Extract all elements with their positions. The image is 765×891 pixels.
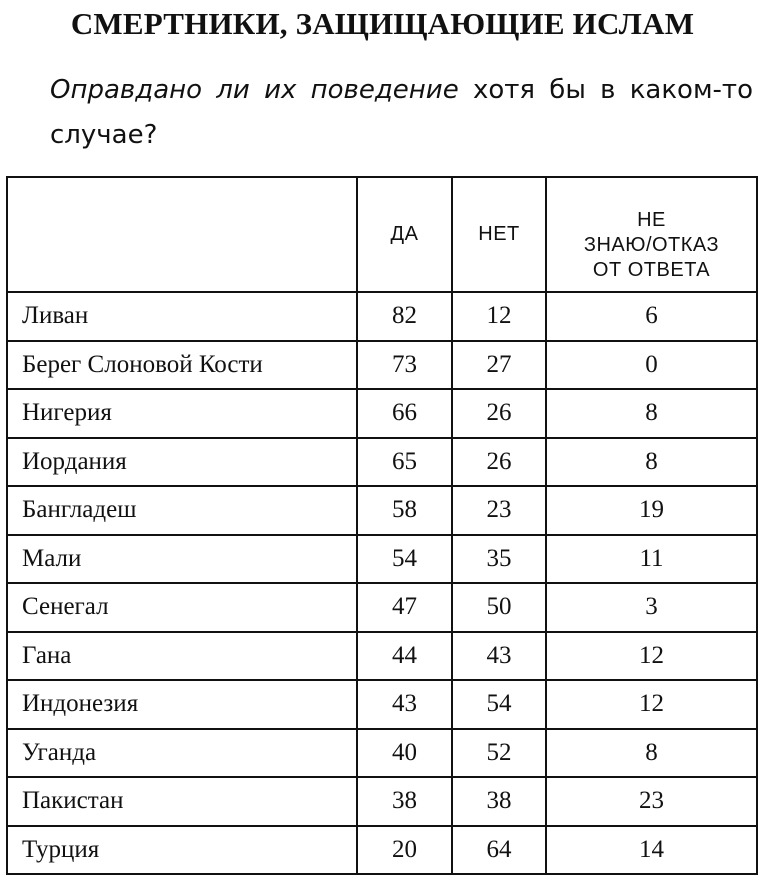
header-no: НЕТ xyxy=(452,177,546,292)
header-dont-know: НЕ ЗНАЮ/ОТКАЗ ОТ ОТВЕТА xyxy=(546,177,757,292)
no-cell: 38 xyxy=(452,777,546,826)
yes-cell: 66 xyxy=(357,389,452,438)
table-row xyxy=(7,389,757,438)
no-cell: 12 xyxy=(452,292,546,341)
yes-cell: 43 xyxy=(357,680,452,729)
yes-cell: 58 xyxy=(357,486,452,535)
country-cell: Берег Слоновой Кости xyxy=(7,341,357,390)
country-cell: Сенегал xyxy=(7,583,357,632)
table-row xyxy=(7,729,757,778)
table-row xyxy=(7,292,757,341)
no-cell: 52 xyxy=(452,729,546,778)
yes-cell: 20 xyxy=(357,826,452,875)
country-cell: Бангладеш xyxy=(7,486,357,535)
country-cell: Нигерия xyxy=(7,389,357,438)
table-row xyxy=(7,826,757,875)
table-body xyxy=(7,292,757,874)
country-cell: Уганда xyxy=(7,729,357,778)
country-cell: Мали xyxy=(7,535,357,584)
no-cell: 26 xyxy=(452,389,546,438)
survey-question xyxy=(50,68,753,158)
no-cell: 54 xyxy=(452,680,546,729)
table-row xyxy=(7,438,757,487)
dont-know-cell: 12 xyxy=(546,632,757,681)
dont-know-cell: 6 xyxy=(546,292,757,341)
question-regular-part: хотя бы в каком-то случае? xyxy=(50,75,753,150)
question-italic-part: Оправдано ли их поведение xyxy=(50,75,459,105)
yes-cell: 47 xyxy=(357,583,452,632)
yes-cell: 44 xyxy=(357,632,452,681)
country-cell: Ливан xyxy=(7,292,357,341)
no-cell: 43 xyxy=(452,632,546,681)
country-cell: Гана xyxy=(7,632,357,681)
country-cell: Индонезия xyxy=(7,680,357,729)
table-row xyxy=(7,583,757,632)
table-row xyxy=(7,680,757,729)
dont-know-cell: 23 xyxy=(546,777,757,826)
no-cell: 26 xyxy=(452,438,546,487)
country-cell: Иордания xyxy=(7,438,357,487)
dont-know-cell: 19 xyxy=(546,486,757,535)
dont-know-cell: 0 xyxy=(546,341,757,390)
table-row xyxy=(7,777,757,826)
yes-cell: 82 xyxy=(357,292,452,341)
dont-know-cell: 11 xyxy=(546,535,757,584)
table-row xyxy=(7,486,757,535)
dont-know-cell: 14 xyxy=(546,826,757,875)
yes-cell: 73 xyxy=(357,341,452,390)
no-cell: 27 xyxy=(452,341,546,390)
country-cell: Пакистан xyxy=(7,777,357,826)
yes-cell: 54 xyxy=(357,535,452,584)
yes-cell: 65 xyxy=(357,438,452,487)
header-yes: ДА xyxy=(357,177,452,292)
no-cell: 64 xyxy=(452,826,546,875)
dont-know-cell: 8 xyxy=(546,729,757,778)
results-table xyxy=(6,176,758,875)
table-header-row xyxy=(7,177,757,292)
yes-cell: 38 xyxy=(357,777,452,826)
page-title: СМЕРТНИКИ, ЗАЩИЩАЮЩИЕ ИСЛАМ xyxy=(70,6,695,41)
table-row xyxy=(7,535,757,584)
no-cell: 50 xyxy=(452,583,546,632)
dont-know-cell: 8 xyxy=(546,389,757,438)
no-cell: 23 xyxy=(452,486,546,535)
yes-cell: 40 xyxy=(357,729,452,778)
country-cell: Турция xyxy=(7,826,357,875)
dont-know-cell: 3 xyxy=(546,583,757,632)
dont-know-cell: 8 xyxy=(546,438,757,487)
table-row xyxy=(7,632,757,681)
dont-know-cell: 12 xyxy=(546,680,757,729)
header-country xyxy=(7,177,357,292)
no-cell: 35 xyxy=(452,535,546,584)
table-row xyxy=(7,341,757,390)
